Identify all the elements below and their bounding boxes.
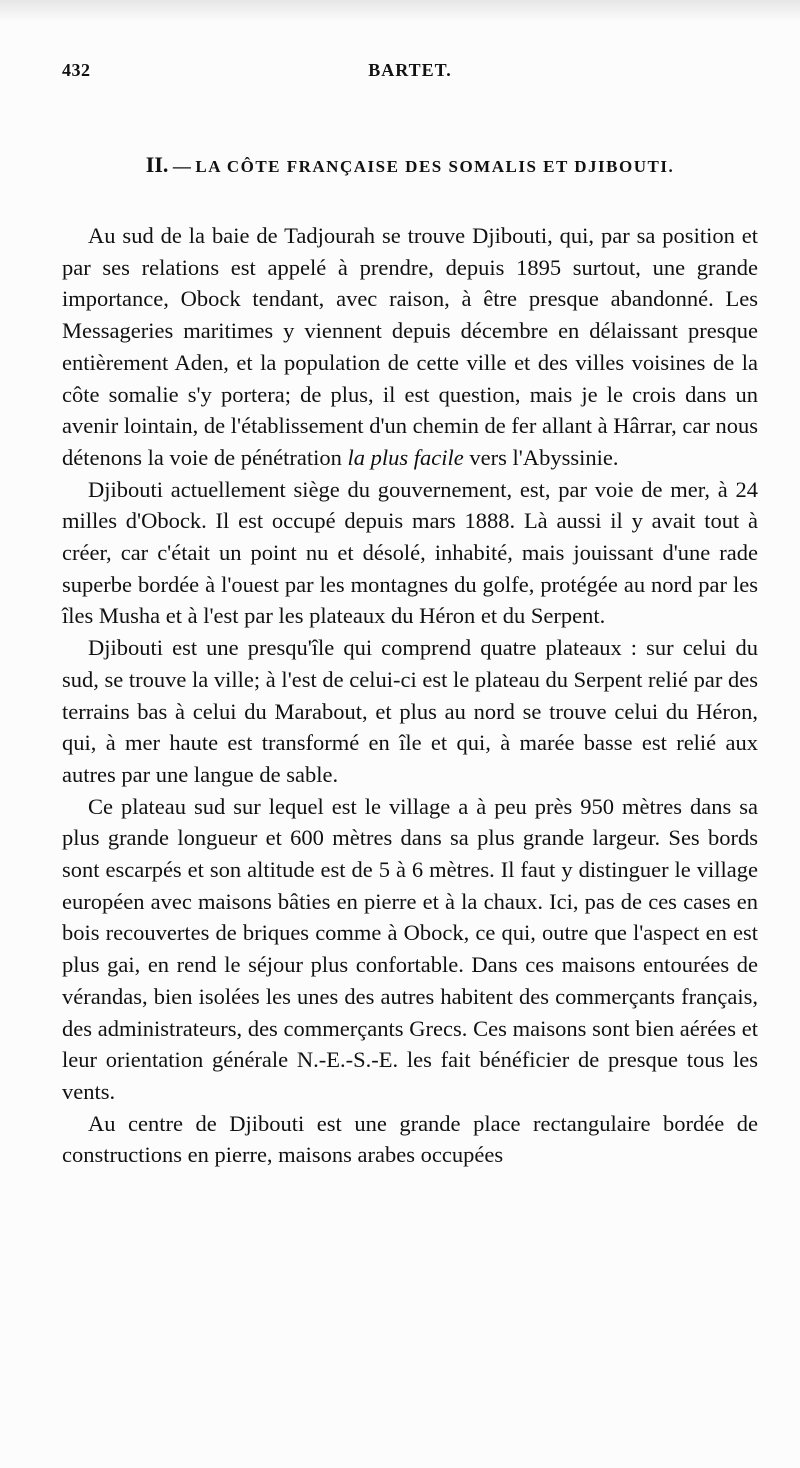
running-head (62, 60, 758, 90)
paragraph-1-emphasis: la plus facile (347, 444, 464, 470)
paragraph-4 (62, 791, 758, 1108)
section-heading (62, 152, 758, 178)
page-number: 432 (62, 60, 91, 80)
running-title: BARTET. (368, 60, 452, 80)
paragraph-1 (62, 220, 758, 474)
paragraph-4-text: Ce plateau sud sur lequel est le village a à peu près 950 mètres dans sa plus grande longueur et 600 mètres dans sa plus grande largeur. Ses bords sont escarpés et son altitude est de 5 à 6 mètres. Il faut y distinguer le village européen avec maisons bâties en pierre et à la chaux. Ici, pas de ces cases en bois recouvertes de briques comme à Obock, ce qui, outre que l'aspect en est plus gai, en rend le séjour plus confortable. Dans ces maisons entourées de vérandas, bien isolées les unes des autres habitent des commerçants français, des administrateurs, des commerçants Grecs. Ces maisons sont bien aérées et leur orientation générale N.-E.-S.-E. les fait bénéficier de presque tous les vents. (62, 793, 758, 1104)
paragraph-3 (62, 632, 758, 791)
paragraph-5 (62, 1108, 758, 1171)
section-dash: — (172, 156, 191, 176)
body-text (62, 220, 758, 1171)
section-title: LA CÔTE FRANÇAISE DES SOMALIS ET DJIBOUTI. (195, 157, 675, 176)
paragraph-2 (62, 474, 758, 633)
page-edge-shading (0, 0, 800, 22)
paragraph-1-tail: vers l'Abyssinie. (463, 444, 619, 470)
paragraph-2-text: Djibouti actuellement siège du gouvernement, est, par voie de mer, à 24 milles d'Obock. Il est occupé depuis mars 1888. Là aussi il y avait tout à créer, car c'était un point nu et désolé, inhabité, mais jouissant d'une rade superbe bordée à l'ouest par les montagnes du golfe, protégée au nord par les îles Musha et à l'est par les plateaux du Héron et du Serpent. (62, 476, 758, 629)
section-number: II. (145, 152, 169, 177)
paragraph-1-text: Au sud de la baie de Tadjourah se trouve Djibouti, qui, par sa position et par ses relations est appelé à prendre, depuis 1895 surtout, une grande importance, Obock tendant, avec raison, à être presque abandonné. Les Messageries maritimes y viennent depuis décembre en délaissant presque entièrement Aden, et la population de cette ville et des villes voisines de la côte somalie s'y portera; de plus, il est question, mais je le crois dans un avenir lointain, de l'établissement d'un chemin de fer allant à Hârrar, car nous détenons la voie de pénétration (62, 223, 758, 470)
paragraph-5-text: Au centre de Djibouti est une grande place rectangulaire bordée de constructions en pierre, maisons arabes occupées (62, 1110, 758, 1168)
paragraph-3-text: Djibouti est une presqu'île qui comprend quatre plateaux : sur celui du sud, se trouve la ville; à l'est de celui-ci est le plateau du Serpent relié par des terrains bas à celui du Marabout, et plus au nord se trouve celui du Héron, qui, à mer haute est transformé en île et qui, à marée basse est relié aux autres par une langue de sable. (62, 635, 758, 787)
